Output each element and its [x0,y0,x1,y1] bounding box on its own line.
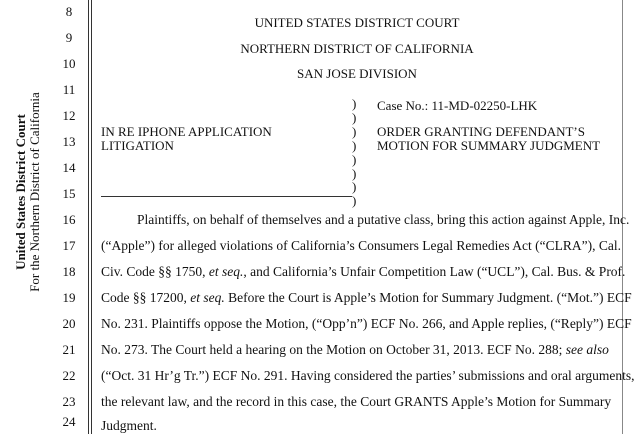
line-number: 22 [62,368,76,383]
paren-mark: ) [352,96,357,111]
line-number: 10 [62,56,76,71]
paren-mark: ) [352,151,357,167]
line-number: 23 [62,394,76,409]
line-number: 17 [62,238,76,253]
line-number: 20 [62,316,76,331]
paren-mark: ) [352,193,357,209]
body-line: the relevant law, and the record in this case, the Court GRANTS Apple’s Motion for Summary [101,394,612,409]
paren-mark: ) [352,109,357,125]
body-line: (“Oct. 31 Hr’g Tr.”) ECF No. 291. Having considered the parties’ submissions and oral arguments, [101,368,635,383]
body-line: Judgment. [101,418,157,433]
side-caption-line1: United States District Court [13,114,28,270]
line-number: 24 [62,414,76,429]
case-number: Case No.: 11-MD-02250-LHK [377,98,538,113]
body-line: Code §§ 17200, et seq. Before the Court is Apple’s Motion for Summary Judgment. (“Mot.”) ECF [101,290,632,305]
caption-underline [101,196,352,197]
paren-mark: ) [352,123,357,139]
district-heading: NORTHERN DISTRICT OF CALIFORNIA [240,41,474,56]
line-number: 15 [62,186,76,201]
line-number: 19 [62,290,76,305]
side-caption-line2: For the Northern District of California [27,92,42,292]
body-line: No. 231. Plaintiffs oppose the Motion, (“Opp’n”) ECF No. 266, and Apple replies, (“Reply”) ECF [101,316,632,331]
line-number: 12 [62,108,76,123]
body-line: Civ. Code §§ 1750, et seq., and California’s Unfair Competition Law (“UCL”), Cal. Bus. & Prof. [101,264,626,279]
division-heading: SAN JOSE DIVISION [297,66,417,81]
caption-parentheses [352,97,360,208]
order-title-line: ORDER GRANTING DEFENDANT’S [377,124,585,139]
body-line: No. 273. The Court held a hearing on the Motion on October 31, 2013. ECF No. 288; see also [101,342,609,357]
line-number: 18 [62,264,76,279]
party-line: IN RE IPHONE APPLICATION [101,124,272,139]
margin-rule-left [88,0,89,434]
line-number: 13 [62,134,76,149]
paren-mark: ) [352,137,357,153]
line-number: 14 [62,160,76,175]
court-name-heading: UNITED STATES DISTRICT COURT [254,15,460,30]
paren-mark: ) [352,165,357,181]
party-line: LITIGATION [101,138,174,153]
body-line: (“Apple”) for alleged violations of California’s Consumers Legal Remedies Act (“CLRA”), Cal. [101,238,621,253]
order-title [377,125,617,153]
line-number: 8 [65,4,73,19]
paren-mark: ) [352,179,357,195]
line-number: 16 [62,212,76,227]
line-number: 21 [62,342,76,357]
line-number: 9 [65,30,73,45]
court-side-caption [7,92,49,292]
line-number: 11 [62,82,76,97]
body-line: Plaintiffs, on behalf of themselves and a putative class, bring this action against Apple, Inc. [137,212,630,227]
case-party-name [101,125,341,153]
order-title-line: MOTION FOR SUMMARY JUDGMENT [377,138,601,153]
